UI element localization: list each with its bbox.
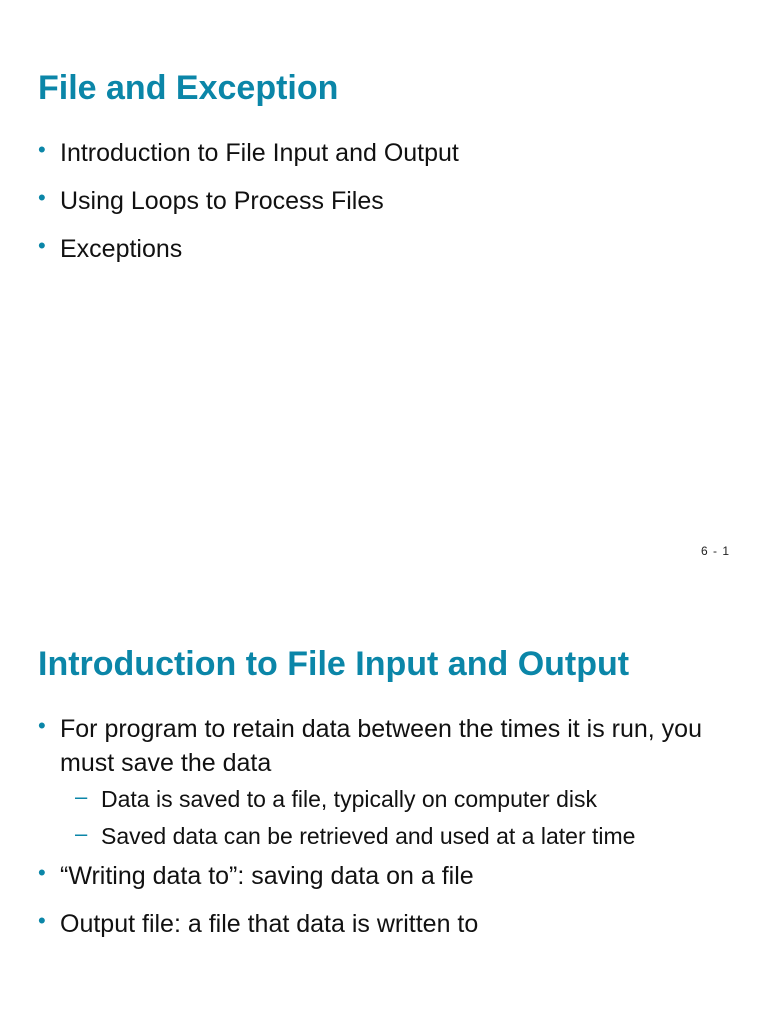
- dash-icon: –: [75, 821, 88, 846]
- bullet-list: [38, 712, 738, 955]
- bullet-text: For program to retain data between the times it is run, you must save the data: [60, 715, 702, 777]
- bullet-text: Introduction to File Input and Output: [60, 139, 459, 167]
- bullet-icon: •: [38, 233, 46, 258]
- bullet-item: [38, 859, 738, 893]
- subbullet-text: Data is saved to a file, typically on computer disk: [101, 786, 598, 812]
- slide-title: File and Exception: [38, 69, 339, 107]
- bullet-item: [38, 232, 738, 266]
- bullet-icon: •: [38, 860, 46, 885]
- bullet-item: [38, 136, 738, 170]
- bullet-text: Output file: a file that data is written to: [60, 910, 479, 938]
- bullet-icon: •: [38, 908, 46, 933]
- slide-title: Introduction to File Input and Output: [38, 645, 630, 683]
- bullet-text: Exceptions: [60, 235, 183, 263]
- bullet-icon: •: [38, 713, 46, 738]
- subbullet-list: [60, 784, 738, 851]
- bullet-item: [38, 184, 738, 218]
- slide-2: [0, 576, 768, 1024]
- bullet-icon: •: [38, 185, 46, 210]
- page-number: 6 - 1: [700, 544, 730, 558]
- bullet-text: Using Loops to Process Files: [60, 187, 384, 215]
- subbullet-item: [60, 821, 738, 851]
- subbullet-item: [60, 784, 738, 814]
- subbullet-text: Saved data can be retrieved and used at a later time: [101, 823, 636, 849]
- bullet-item: [38, 712, 738, 851]
- bullet-icon: •: [38, 137, 46, 162]
- bullet-list: [38, 136, 738, 280]
- bullet-text: “Writing data to”: saving data on a file: [60, 862, 474, 890]
- bullet-item: [38, 907, 738, 941]
- dash-icon: –: [75, 784, 88, 809]
